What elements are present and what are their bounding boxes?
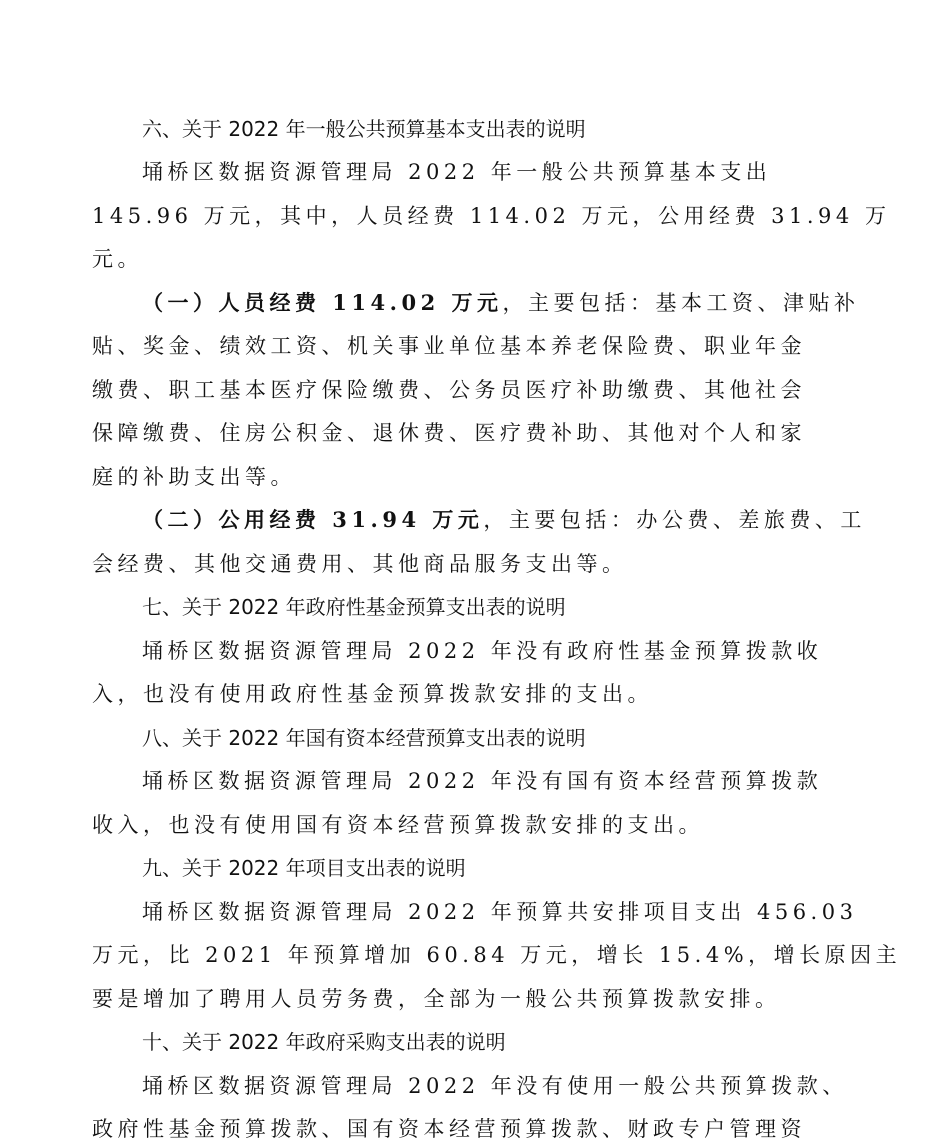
subsection-lead-public: （二）公用经费 31.94 万元 [142, 507, 484, 532]
section-heading-6: 六、关于 2022 年一般公共预算基本支出表的说明 [142, 117, 586, 141]
paragraph-line: 入，也没有使用政府性基金预算拨款安排的支出。 [92, 682, 653, 706]
paragraph-line: 贴、奖金、绩效工资、机关事业单位基本养老保险费、职业年金 [92, 334, 806, 358]
subsection-public [0, 502, 935, 538]
paragraph-line: 要是增加了聘用人员劳务费，全部为一般公共预算拨款安排。 [92, 987, 781, 1011]
paragraph-line: 埇桥区数据资源管理局 2022 年没有政府性基金预算拨款收 [142, 639, 823, 663]
subsection-text: ，主要包括：基本工资、津贴补 [502, 291, 860, 315]
paragraph-line: 保障缴费、住房公积金、退休费、医疗费补助、其他对个人和家 [92, 421, 806, 445]
paragraph-line: 庭的补助支出等。 [92, 465, 296, 489]
paragraph-line: 埇桥区数据资源管理局 2022 年没有国有资本经营预算拨款 [142, 769, 823, 793]
section-heading-7: 七、关于 2022 年政府性基金预算支出表的说明 [142, 595, 566, 619]
paragraph-line: 145.96 万元，其中，人员经费 114.02 万元，公用经费 31.94 万 [92, 204, 891, 228]
paragraph-line: 埇桥区数据资源管理局 2022 年一般公共预算基本支出 [142, 160, 772, 184]
paragraph-line: 会经费、其他交通费用、其他商品服务支出等。 [92, 552, 628, 576]
subsection-lead-personnel: （一）人员经费 114.02 万元 [142, 290, 503, 315]
section-heading-9: 九、关于 2022 年项目支出表的说明 [142, 856, 466, 880]
paragraph-line: 埇桥区数据资源管理局 2022 年没有使用一般公共预算拨款、 [142, 1074, 848, 1098]
paragraph-line: 埇桥区数据资源管理局 2022 年预算共安排项目支出 456.03 [142, 900, 858, 924]
section-heading-8: 八、关于 2022 年国有资本经营预算支出表的说明 [142, 726, 586, 750]
subsection-text: ，主要包括：办公费、差旅费、工 [483, 508, 866, 532]
subsection-personnel [0, 285, 935, 321]
paragraph-line: 万元，比 2021 年预算增加 60.84 万元，增长 15.4%，增长原因主 [92, 943, 902, 967]
paragraph-line: 元。 [92, 247, 143, 271]
paragraph-line: 政府性基金预算拨款、国有资本经营预算拨款、财政专户管理资 [92, 1117, 806, 1141]
paragraph-line: 收入，也没有使用国有资本经营预算拨款安排的支出。 [92, 813, 704, 837]
paragraph-line: 缴费、职工基本医疗保险缴费、公务员医疗补助缴费、其他社会 [92, 378, 806, 402]
section-heading-10: 十、关于 2022 年政府采购支出表的说明 [142, 1030, 506, 1054]
